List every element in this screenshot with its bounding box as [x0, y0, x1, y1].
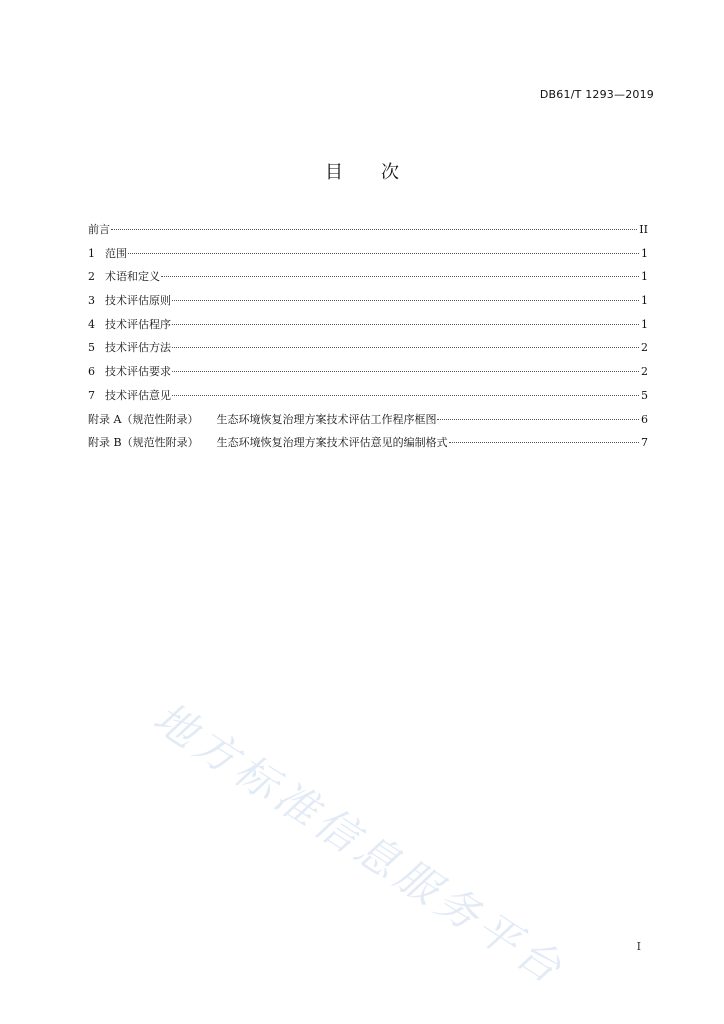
toc-leader-dots [172, 300, 639, 301]
toc-item-requirements[interactable] [88, 360, 648, 384]
standard-code: DB61/T 1293—2019 [539, 88, 654, 101]
toc-item-label: 前言 [88, 223, 110, 236]
toc-page-number: 2 [641, 341, 648, 355]
toc-leader-dots [172, 371, 639, 372]
toc-item-scope[interactable] [88, 242, 648, 266]
toc-item-number: 6 [88, 365, 95, 379]
toc-page-number: 6 [641, 412, 648, 426]
title-char-2: 次 [381, 162, 399, 183]
toc-item-appendix-a[interactable] [88, 408, 648, 432]
toc-item-label: 术语和定义 [105, 270, 160, 284]
toc-appendix-prefix: 附录 B（规范性附录） [88, 436, 199, 450]
toc-item-number: 2 [88, 270, 95, 284]
toc-item-foreword[interactable] [88, 218, 648, 242]
toc-page-number: 5 [641, 388, 648, 402]
watermark-text: 地方标准信息服务平台 [144, 692, 575, 996]
toc-leader-dots [128, 253, 639, 254]
toc-leader-dots [172, 395, 639, 396]
toc-appendix-prefix: 附录 A（规范性附录） [88, 412, 199, 426]
toc-item-label: 技术评估方法 [105, 341, 171, 355]
toc-item-appendix-b[interactable] [88, 431, 648, 455]
toc-item-principles[interactable] [88, 289, 648, 313]
page-number: I [636, 940, 641, 953]
toc-item-label: 技术评估原则 [105, 294, 171, 308]
toc-item-label: 技术评估意见 [105, 388, 171, 402]
toc-item-label: 技术评估程序 [105, 317, 171, 331]
toc-item-terms[interactable] [88, 265, 648, 289]
toc-page-number: 7 [641, 436, 648, 450]
toc-leader-dots [437, 419, 639, 420]
toc-leader-dots [172, 324, 639, 325]
toc-item-procedure[interactable] [88, 313, 648, 337]
title-char-1: 目 [325, 162, 343, 183]
toc-page-number: II [639, 223, 648, 236]
toc-item-number: 7 [88, 388, 95, 402]
toc-leader-dots [449, 442, 639, 443]
toc-page-number: 1 [641, 270, 648, 284]
toc-leader-dots [111, 229, 637, 230]
toc-item-number: 4 [88, 317, 95, 331]
toc-item-label: 生态环境恢复治理方案技术评估工作程序框图 [216, 412, 437, 426]
toc-item-label: 生态环境恢复治理方案技术评估意见的编制格式 [216, 436, 448, 450]
toc-item-label: 技术评估要求 [105, 365, 171, 379]
toc-page-number: 1 [641, 317, 648, 331]
toc-page-number: 2 [641, 365, 648, 379]
toc-page-number: 1 [641, 246, 648, 260]
toc-leader-dots [161, 276, 639, 277]
page-title [0, 158, 724, 184]
toc-leader-dots [172, 347, 639, 348]
table-of-contents [88, 218, 648, 455]
toc-item-number: 5 [88, 341, 95, 355]
toc-item-number: 3 [88, 294, 95, 308]
toc-page-number: 1 [641, 294, 648, 308]
toc-item-label: 范围 [105, 246, 127, 260]
toc-item-number: 1 [88, 246, 95, 260]
toc-item-methods[interactable] [88, 336, 648, 360]
toc-item-opinions[interactable] [88, 384, 648, 408]
